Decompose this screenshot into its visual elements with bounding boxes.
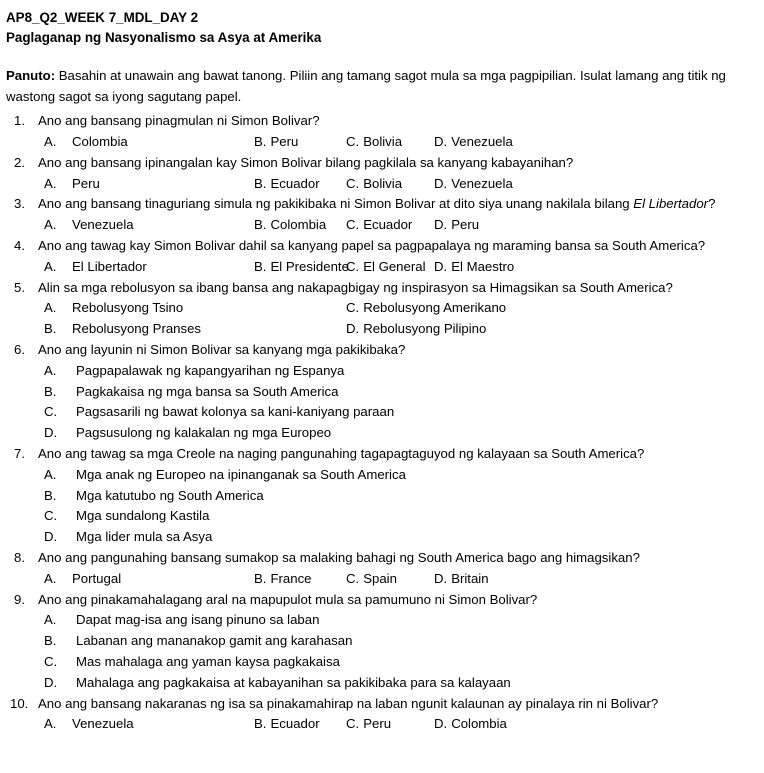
choice-option[interactable] [434, 569, 489, 590]
choice-text: Venezuela [72, 716, 134, 732]
choice-text: Rebolusyong Amerikano [363, 300, 507, 316]
instructions-label: Panuto: [6, 68, 56, 83]
choice-option[interactable] [346, 319, 486, 340]
choice-text: El Maestro [451, 258, 515, 274]
choice-option[interactable] [346, 569, 397, 590]
choice-text: Bolivia [363, 133, 403, 149]
question-number: 1. [14, 113, 25, 129]
choice-text: France [270, 570, 312, 586]
choice-text: Ecuador [270, 175, 320, 191]
question-text: Ano ang tawag sa mga Creole na naging pangunahing tagapagtaguyod ng kalayaan sa South America? [38, 445, 645, 461]
choice-letter: A. [44, 362, 57, 378]
choice-option[interactable] [346, 714, 391, 735]
choice-letter: D. [434, 570, 448, 586]
choice-letter: B. [44, 321, 57, 337]
choice-letter: B. [254, 133, 267, 149]
choice-text: Labanan ang mananakop gamit ang karahasan [76, 633, 353, 649]
question-block [6, 444, 752, 548]
choice-option[interactable] [44, 298, 183, 319]
choice-option[interactable] [434, 132, 513, 153]
choice-option[interactable] [6, 527, 752, 548]
choice-text: Peru [270, 133, 299, 149]
choice-option[interactable] [346, 298, 506, 319]
choice-letter: C. [346, 570, 360, 586]
choice-letter: A. [44, 133, 57, 149]
choice-option[interactable] [6, 673, 752, 694]
choice-letter: B. [254, 217, 267, 233]
choice-group [6, 569, 752, 590]
choice-option[interactable] [44, 132, 128, 153]
choice-option[interactable] [434, 257, 514, 278]
choice-text: Pagsasarili ng bawat kolonya sa kani-kaniyang paraan [76, 404, 395, 420]
question-text: Ano ang tawag kay Simon Bolivar dahil sa kanyang papel sa pagpapalaya ng maraming bansa sa South America? [38, 237, 706, 253]
choice-text: Rebolusyong Pilipino [363, 321, 487, 337]
choice-option[interactable] [6, 486, 752, 507]
choice-option[interactable] [6, 631, 752, 652]
choice-letter: B. [44, 383, 57, 399]
choice-text: El General [363, 258, 426, 274]
document-header [6, 8, 752, 48]
choice-letter: D. [434, 217, 448, 233]
choice-text: Mga katutubo ng South America [76, 487, 264, 503]
choice-group [6, 610, 752, 693]
choice-text: Bolivia [363, 175, 403, 191]
choice-option[interactable] [6, 423, 752, 444]
choice-letter: A. [44, 716, 57, 732]
choice-group [6, 465, 752, 548]
choice-letter: A. [44, 258, 57, 274]
question-number: 7. [14, 445, 25, 461]
question-text: Ano ang bansang pinagmulan ni Simon Bolivar? [38, 113, 320, 129]
question-block [6, 548, 752, 590]
choice-option[interactable] [44, 569, 121, 590]
choice-option[interactable] [346, 132, 402, 153]
choice-option[interactable] [346, 215, 412, 236]
choice-text: Peru [363, 716, 392, 732]
choice-letter: A. [44, 466, 57, 482]
question-text: Ano ang pinakamahalagang aral na mapupulot mula sa pamumuno ni Simon Bolivar? [38, 591, 538, 607]
choice-text: Colombia [270, 217, 327, 233]
choice-letter: A. [44, 217, 57, 233]
choice-group [6, 361, 752, 444]
choice-letter: C. [346, 300, 360, 316]
choice-option[interactable] [6, 361, 752, 382]
question-row [6, 153, 752, 174]
choice-group [6, 257, 752, 278]
choice-letter: C. [346, 217, 360, 233]
question-number: 9. [14, 591, 25, 607]
choice-option[interactable] [254, 132, 298, 153]
choice-letter: C. [346, 258, 360, 274]
choice-text: Portugal [72, 570, 122, 586]
question-number: 3. [14, 196, 25, 212]
choice-text: Ecuador [363, 217, 413, 233]
choice-letter: D. [44, 529, 58, 545]
choice-group [6, 215, 752, 236]
question-row [6, 694, 752, 715]
choice-text: Spain [363, 570, 397, 586]
choice-letter: A. [44, 612, 57, 628]
question-number: 10. [10, 695, 29, 711]
choice-option[interactable] [434, 215, 479, 236]
document-title: AP8_Q2_WEEK 7_MDL_DAY 2 [6, 10, 199, 25]
choice-option[interactable] [44, 257, 147, 278]
choice-option[interactable] [346, 257, 426, 278]
choice-letter: B. [254, 716, 267, 732]
choice-text: Rebolusyong Pranses [72, 321, 202, 337]
choice-letter: D. [434, 258, 448, 274]
question-list [6, 111, 752, 735]
instructions-text: Basahin at unawain ang bawat tanong. Piliin ang tamang sagot mula sa mga pagpipilian. Isulat lamang ang titik ng wastong sagot sa iyong sagutang papel. [6, 68, 726, 104]
choice-text: Venezuela [451, 175, 513, 191]
choice-letter: D. [434, 133, 448, 149]
question-text-emphasis: El Libertador [633, 196, 709, 212]
question-block [6, 590, 752, 694]
question-text: Ano ang bansang ipinangalan kay Simon Bolivar bilang pagkilala sa kanyang kabayanihan? [38, 154, 574, 170]
question-text: Ano ang bansang nakaranas ng isa sa pinakamahirap na laban ngunit kalaunan ay pinalaya rin ni Bolivar? [38, 695, 659, 711]
choice-letter: B. [254, 175, 267, 191]
choice-text: Colombia [451, 716, 507, 732]
choice-letter: A. [44, 570, 57, 586]
choice-option[interactable] [254, 569, 312, 590]
question-text: Ano ang layunin ni Simon Bolivar sa kanyang mga pakikibaka? [38, 341, 406, 357]
choice-option[interactable] [6, 652, 752, 673]
choice-text: Mga anak ng Europeo na ipinanganak sa South America [76, 466, 406, 482]
question-row [6, 194, 752, 215]
choice-group [6, 714, 752, 735]
choice-option[interactable] [254, 215, 326, 236]
choice-option[interactable] [6, 610, 752, 631]
choice-text: Pagsusulong ng kalakalan ng mga Europeo [76, 425, 332, 441]
choice-option[interactable] [44, 174, 100, 195]
question-row [6, 590, 752, 611]
question-block [6, 111, 752, 153]
question-row [6, 340, 752, 361]
choice-text: Mga lider mula sa Asya [76, 529, 213, 545]
choice-option[interactable] [6, 402, 752, 423]
choice-group [6, 132, 752, 153]
choice-option[interactable] [254, 257, 349, 278]
choice-letter: D. [44, 425, 58, 441]
choice-letter: C. [44, 404, 58, 420]
choice-letter: C. [44, 653, 58, 669]
choice-text: Ecuador [270, 716, 320, 732]
choice-text: Mahalaga ang pagkakaisa at kabayanihan sa pakikibaka para sa kalayaan [76, 674, 511, 690]
choice-text: Venezuela [451, 133, 513, 149]
choice-option[interactable] [434, 174, 513, 195]
choice-text: Pagpapalawak ng kapangyarihan ng Espanya [76, 362, 345, 378]
choice-letter: C. [346, 716, 360, 732]
choice-option[interactable] [6, 506, 752, 527]
choice-option[interactable] [254, 714, 320, 735]
document-subtitle: Paglaganap ng Nasyonalismo sa Asya at Amerika [6, 30, 322, 45]
choice-text: Venezuela [72, 217, 134, 233]
choice-letter: A. [44, 300, 57, 316]
choice-text: Peru [451, 217, 480, 233]
question-text: Ano ang pangunahing bansang sumakop sa malaking bahagi ng South America bago ang himagsikan? [38, 549, 640, 565]
question-number: 6. [14, 341, 25, 357]
question-row [6, 111, 752, 132]
instructions-paragraph [6, 66, 752, 107]
choice-group [6, 174, 752, 195]
question-number: 4. [14, 237, 25, 253]
question-text-part: ? [708, 196, 716, 212]
question-text: Alin sa mga rebolusyon sa ibang bansa ang nakapagbigay ng inspirasyon sa Himagsikan sa South America? [38, 279, 673, 295]
question-row [6, 278, 752, 299]
choice-text: Pagkakaisa ng mga bansa sa South America [76, 383, 339, 399]
choice-letter: B. [44, 487, 57, 503]
question-text [38, 194, 752, 215]
choice-option[interactable] [434, 714, 507, 735]
choice-text: El Presidente [270, 258, 349, 274]
question-block [6, 340, 752, 444]
choice-letter: C. [346, 175, 360, 191]
question-text-part: Ano ang bansang tinaguriang simula ng pakikibaka ni Simon Bolivar at dito siya unang nakilala bilang [38, 196, 634, 212]
choice-option[interactable] [254, 174, 320, 195]
question-block [6, 194, 752, 236]
choice-option[interactable] [44, 714, 134, 735]
choice-text: Peru [72, 175, 100, 191]
question-block [6, 236, 752, 278]
choice-letter: D. [434, 716, 448, 732]
choice-group [6, 298, 752, 340]
choice-option[interactable] [44, 215, 134, 236]
question-number: 2. [14, 154, 25, 170]
choice-option[interactable] [6, 465, 752, 486]
choice-letter: B. [254, 258, 267, 274]
choice-letter: B. [254, 570, 267, 586]
choice-text: Mga sundalong Kastila [76, 508, 210, 524]
choice-letter: B. [44, 633, 57, 649]
choice-letter: C. [44, 508, 58, 524]
question-block [6, 278, 752, 340]
choice-text: Rebolusyong Tsino [72, 300, 184, 316]
choice-text: Mas mahalaga ang yaman kaysa pagkakaisa [76, 653, 340, 669]
choice-option[interactable] [346, 174, 402, 195]
question-row [6, 548, 752, 569]
choice-text: Colombia [72, 133, 128, 149]
question-block [6, 694, 752, 736]
question-row [6, 444, 752, 465]
choice-letter: C. [346, 133, 360, 149]
choice-option[interactable] [44, 319, 201, 340]
choice-option[interactable] [6, 382, 752, 403]
question-number: 8. [14, 549, 25, 565]
choice-text: El Libertador [72, 258, 147, 274]
question-row [6, 236, 752, 257]
choice-letter: D. [434, 175, 448, 191]
choice-text: Britain [451, 570, 489, 586]
choice-letter: D. [44, 674, 58, 690]
choice-text: Dapat mag-isa ang isang pinuno sa laban [76, 612, 320, 628]
question-number: 5. [14, 279, 25, 295]
question-block [6, 153, 752, 195]
choice-letter: A. [44, 175, 57, 191]
choice-letter: D. [346, 321, 360, 337]
